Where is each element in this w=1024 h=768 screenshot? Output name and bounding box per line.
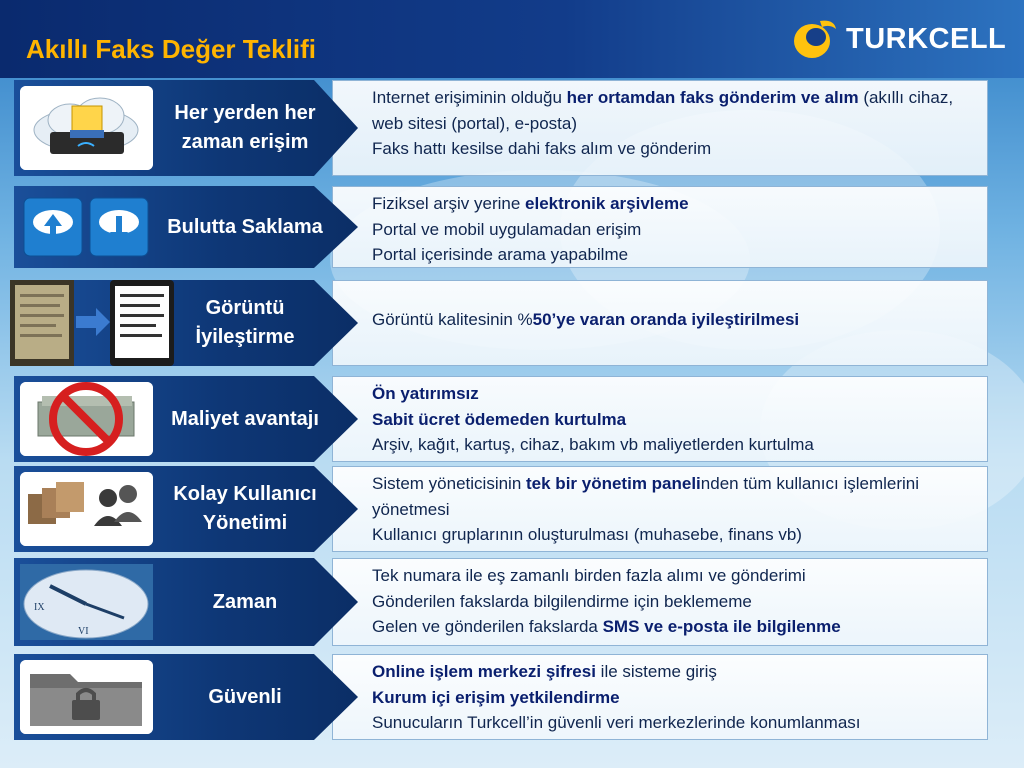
bold-text: Online işlem merkezi şifresi — [372, 662, 596, 681]
cloud-fax-icon — [20, 86, 153, 170]
description-line — [372, 381, 984, 407]
description-line — [372, 710, 984, 736]
feature-description — [372, 381, 984, 458]
plain-text: nden tüm kullanıcı işlemlerini yönetmesi — [372, 474, 920, 519]
no-money-icon — [20, 382, 153, 456]
description-line — [372, 407, 984, 433]
feature-description — [372, 659, 984, 736]
plain-text: Gönderilen fakslarda bilgilendirme için beklememe — [372, 591, 752, 611]
plain-text: Kullanıcı gruplarının oluşturulması (muhasebe, finans vb) — [372, 525, 802, 544]
plain-text: Faks hattı kesilse dahi faks alım ve gönderim — [372, 139, 712, 158]
description-line — [372, 307, 984, 333]
feature-description — [372, 191, 984, 268]
svg-text:IX: IX — [34, 602, 45, 613]
cloud-upload-download-icon — [20, 192, 153, 262]
locked-folder-icon — [20, 660, 153, 734]
description-line — [372, 191, 984, 217]
feature-label: Her yerden her zaman erişim — [174, 102, 316, 153]
user-group-icon — [20, 472, 153, 546]
plain-text: Görüntü kalitesinin % — [372, 310, 533, 329]
plain-text: ile sisteme giriş — [595, 662, 717, 681]
feature-row-time — [14, 558, 988, 646]
plain-text: Internet erişiminin olduğu — [372, 88, 567, 107]
description-line — [372, 217, 984, 243]
feature-label: Görüntü İyileştirme — [195, 297, 295, 348]
feature-row-user-management — [14, 466, 988, 552]
description-line — [372, 432, 984, 458]
bold-text: Sabit ücret ödemeden kurtulma — [372, 409, 627, 429]
plain-text: Sistem yöneticisinin — [372, 474, 527, 493]
plain-text: Arşiv, kağıt, kartuş, cihaz, bakım vb maliyetlerden kurtulma — [372, 435, 814, 454]
feature-description — [372, 471, 984, 548]
bold-text: 50’ye varan oranda iyileştirilmesi — [532, 310, 800, 329]
bold-text: tek bir yönetim paneli — [526, 474, 701, 493]
plain-text: Portal ve mobil uygulamadan erişim — [372, 219, 642, 239]
clock-icon — [20, 564, 153, 640]
plain-text: Tek numara ile eş zamanlı birden fazla alımı ve gönderimi — [372, 566, 806, 585]
description-line — [372, 589, 984, 615]
turkcell-wordmark: TURKCELL — [846, 22, 1007, 55]
feature-row-cloud-storage — [14, 186, 988, 268]
feature-label: Kolay Kullanıcı Yönetimi — [173, 483, 317, 534]
description-line — [372, 685, 984, 711]
plain-text: Sunucuların Turkcell’in güvenli veri merkezlerinde konumlanması — [372, 713, 861, 732]
plain-text: Portal içerisinde arama yapabilme — [372, 245, 629, 264]
description-line — [372, 85, 984, 136]
feature-row-anywhere-access — [14, 80, 988, 176]
plain-text: (akıllı cihaz, web sitesi (portal), e-posta) — [372, 88, 954, 133]
feature-row-image-enhancement — [14, 280, 988, 366]
description-line — [372, 522, 984, 548]
bold-text: elektronik arşivleme — [525, 194, 689, 213]
turkcell-logo-icon — [790, 15, 838, 63]
feature-label: Güvenli — [208, 685, 282, 708]
feature-description — [372, 563, 984, 640]
description-line — [372, 614, 984, 640]
description-line — [372, 471, 984, 522]
svg-text:VI: VI — [78, 626, 89, 637]
description-line — [372, 136, 984, 162]
feature-row-cost-advantage — [14, 376, 988, 462]
bold-text: SMS ve e-posta ile bilgilenme — [602, 617, 841, 636]
plain-text: Gelen ve gönderilen fakslarda — [372, 617, 603, 636]
bold-text: Kurum içi erişim yetkilendirme — [372, 687, 620, 707]
bold-text: Ön yatırımsız — [372, 384, 479, 403]
feature-label: Zaman — [212, 590, 278, 613]
feature-label: Maliyet avantajı — [171, 407, 319, 430]
document-enhance-icon — [10, 280, 176, 366]
feature-description — [372, 85, 984, 162]
feature-row-secure — [14, 654, 988, 740]
plain-text: Fiziksel arşiv yerine — [372, 194, 526, 213]
bold-text: her ortamdan faks gönderim ve alım — [566, 88, 859, 107]
header-bar — [0, 0, 1024, 78]
description-line — [372, 242, 984, 268]
page-title: Akıllı Faks Değer Teklifi — [26, 34, 316, 64]
description-line — [372, 659, 984, 685]
feature-description — [372, 307, 984, 333]
description-line — [372, 563, 984, 589]
turkcell-logo — [790, 14, 1006, 64]
feature-label: Bulutta Saklama — [167, 215, 323, 238]
